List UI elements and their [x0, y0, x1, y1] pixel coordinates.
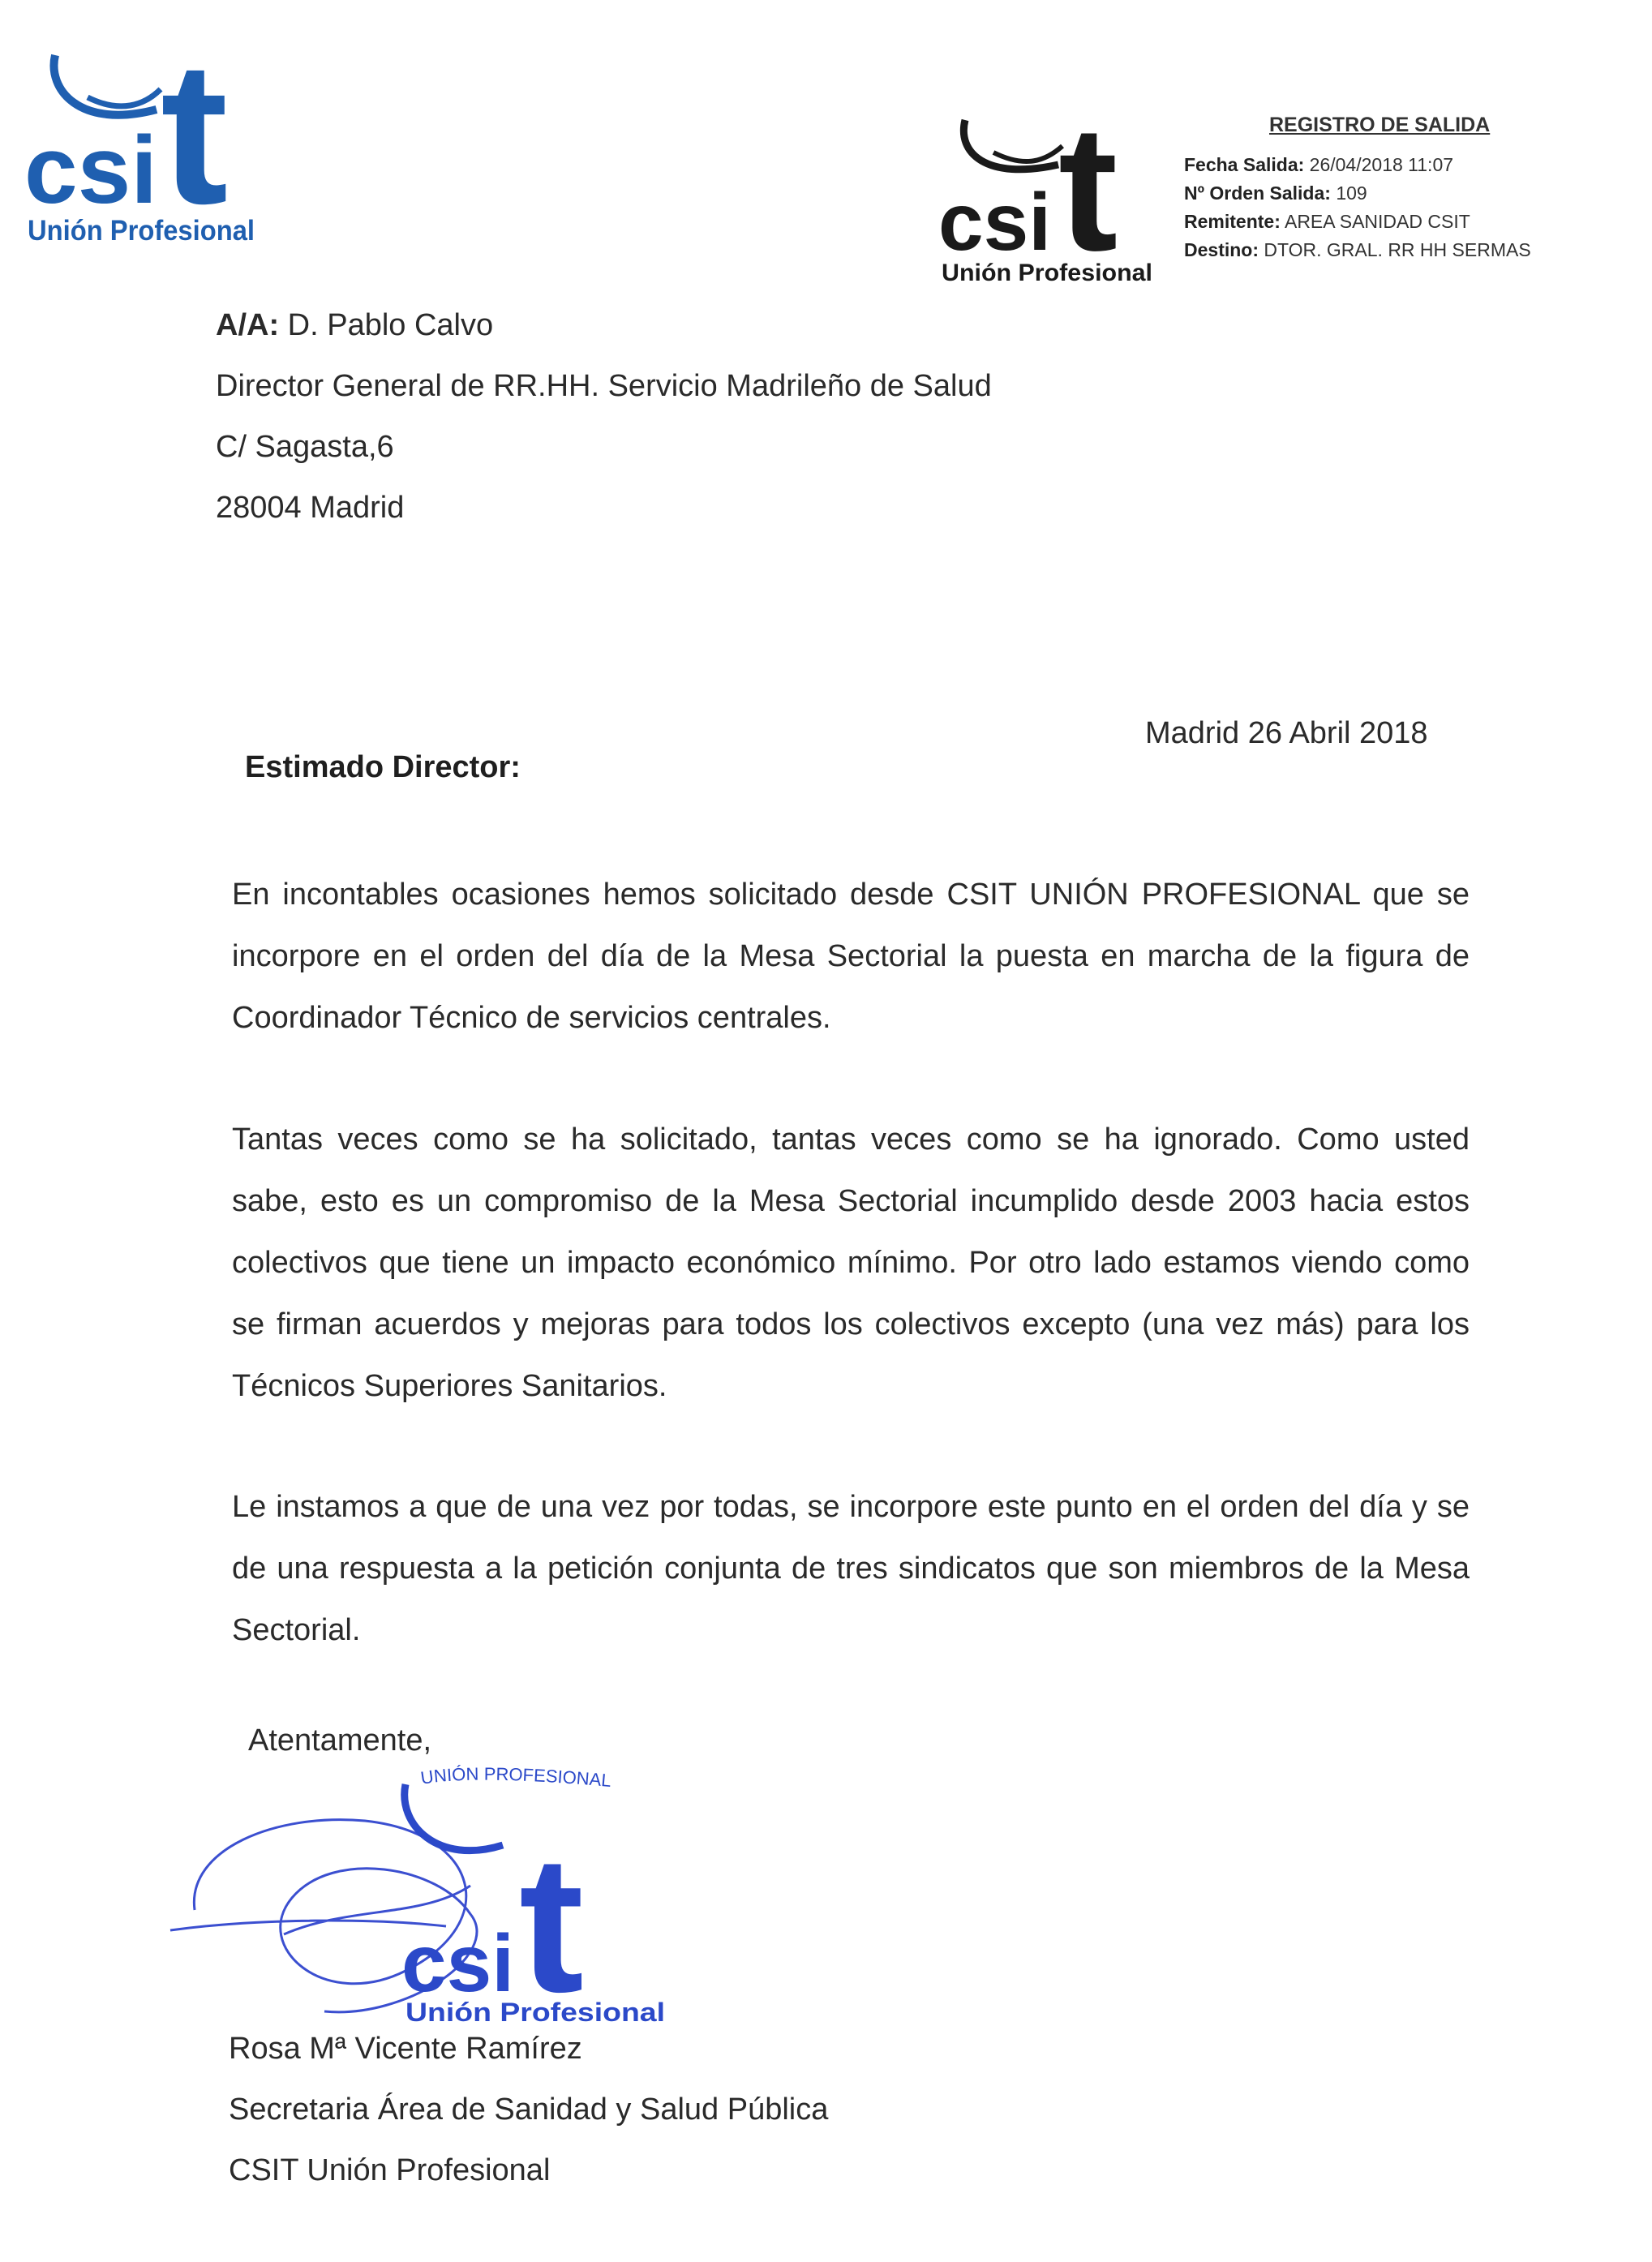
logo-wordmark: csi: [24, 117, 158, 224]
registro-destino-label: Destino:: [1184, 239, 1259, 260]
registro-orden-label: Nº Orden Salida:: [1184, 182, 1331, 204]
signer-org: CSIT Unión Profesional: [229, 2153, 551, 2187]
address-aa-label: A/A:: [216, 308, 280, 342]
signature-seal-svg: [162, 1744, 689, 2044]
signer-name: Rosa Mª Vicente Ramírez: [229, 2032, 582, 2066]
registro-title: REGISTRO DE SALIDA: [1269, 114, 1491, 136]
signature-seal: [162, 1744, 689, 2044]
stamp-swoosh-2: [993, 146, 1062, 161]
csit-logo-top: [23, 41, 266, 251]
stamp-letter-t: t: [1058, 104, 1118, 288]
address-street: C/ Sagasta,6: [216, 430, 394, 464]
logo-swoosh-2: [88, 89, 161, 106]
registro-destino-value: DTOR. GRAL. RR HH SERMAS: [1264, 239, 1531, 260]
body-paragraph-3: Le instamos a que de una vez por todas, se incorpore este punto en el orden del día y se de una respuesta a la petición conjunta de tres sindicatos que son miembros de la Mesa Sectorial.: [232, 1490, 1470, 1647]
address-position: Director General de RR.HH. Servicio Madrileño de Salud: [216, 369, 992, 403]
registro-remitente-label: Remitente:: [1184, 211, 1281, 232]
registro-fecha-label: Fecha Salida:: [1184, 154, 1305, 175]
seal-wordmark: csi: [401, 1918, 515, 2009]
registro-orden-value: 109: [1336, 182, 1367, 204]
stamp-swoosh: [963, 120, 1058, 170]
seal-letter-t: t: [519, 1815, 584, 2032]
seal-swoosh: [405, 1784, 503, 1851]
address-recipient-name: D. Pablo Calvo: [287, 308, 494, 342]
salutation: Estimado Director:: [245, 750, 521, 784]
body-paragraph-1: En incontables ocasiones hemos solicitado desde CSIT UNIÓN PROFESIONAL que se incorpore en el orden del día de la Mesa Sectorial la puesta en marcha de la figura de Coordinador Técnico de servicios centrales.: [232, 878, 1470, 1035]
seal-arc-text: [419, 1764, 612, 1791]
body-paragraph-2: Tantas veces como se ha solicitado, tantas veces como se ha ignorado. Como usted sabe, esto es un compromiso de la Mesa Sectorial incumplido desde 2003 hacia estos colectivos que tiene un impacto económico mínimo. Por otro lado estamos viendo como se firman acuerdos y mejoras para todos los colectivos excepto (una vez más) para los Técnicos Superiores Sanitarios.: [232, 1122, 1470, 1403]
stamp-logo-svg: [937, 104, 1164, 290]
csit-logo-top-svg: [23, 41, 266, 251]
logo-letter-t: t: [161, 41, 229, 246]
registro-destino: [1184, 239, 1531, 261]
closing: Atentamente,: [248, 1723, 432, 1758]
seal-subtitle: Unión Profesional: [405, 1998, 665, 2027]
registro-orden: [1184, 182, 1367, 204]
stamp-wordmark: csi: [938, 177, 1052, 268]
address-recipient: [216, 308, 493, 343]
logo-subtitle: Unión Profesional: [28, 215, 255, 247]
registro-fecha: [1184, 154, 1453, 176]
address-city: 28004 Madrid: [216, 491, 405, 525]
registro-remitente-value: AREA SANIDAD CSIT: [1284, 211, 1470, 232]
registro-stamp: [888, 97, 1630, 316]
seal-arc-textpath: UNIÓN PROFESIONAL: [418, 1763, 612, 1792]
registro-fecha-value: 26/04/2018 11:07: [1309, 154, 1454, 175]
registro-remitente: [1184, 211, 1470, 233]
stamp-subtitle: Unión Profesional: [942, 260, 1152, 286]
letter-date: Madrid 26 Abril 2018: [1145, 716, 1428, 750]
signer-title: Secretaria Área de Sanidad y Salud Pública: [229, 2092, 829, 2127]
